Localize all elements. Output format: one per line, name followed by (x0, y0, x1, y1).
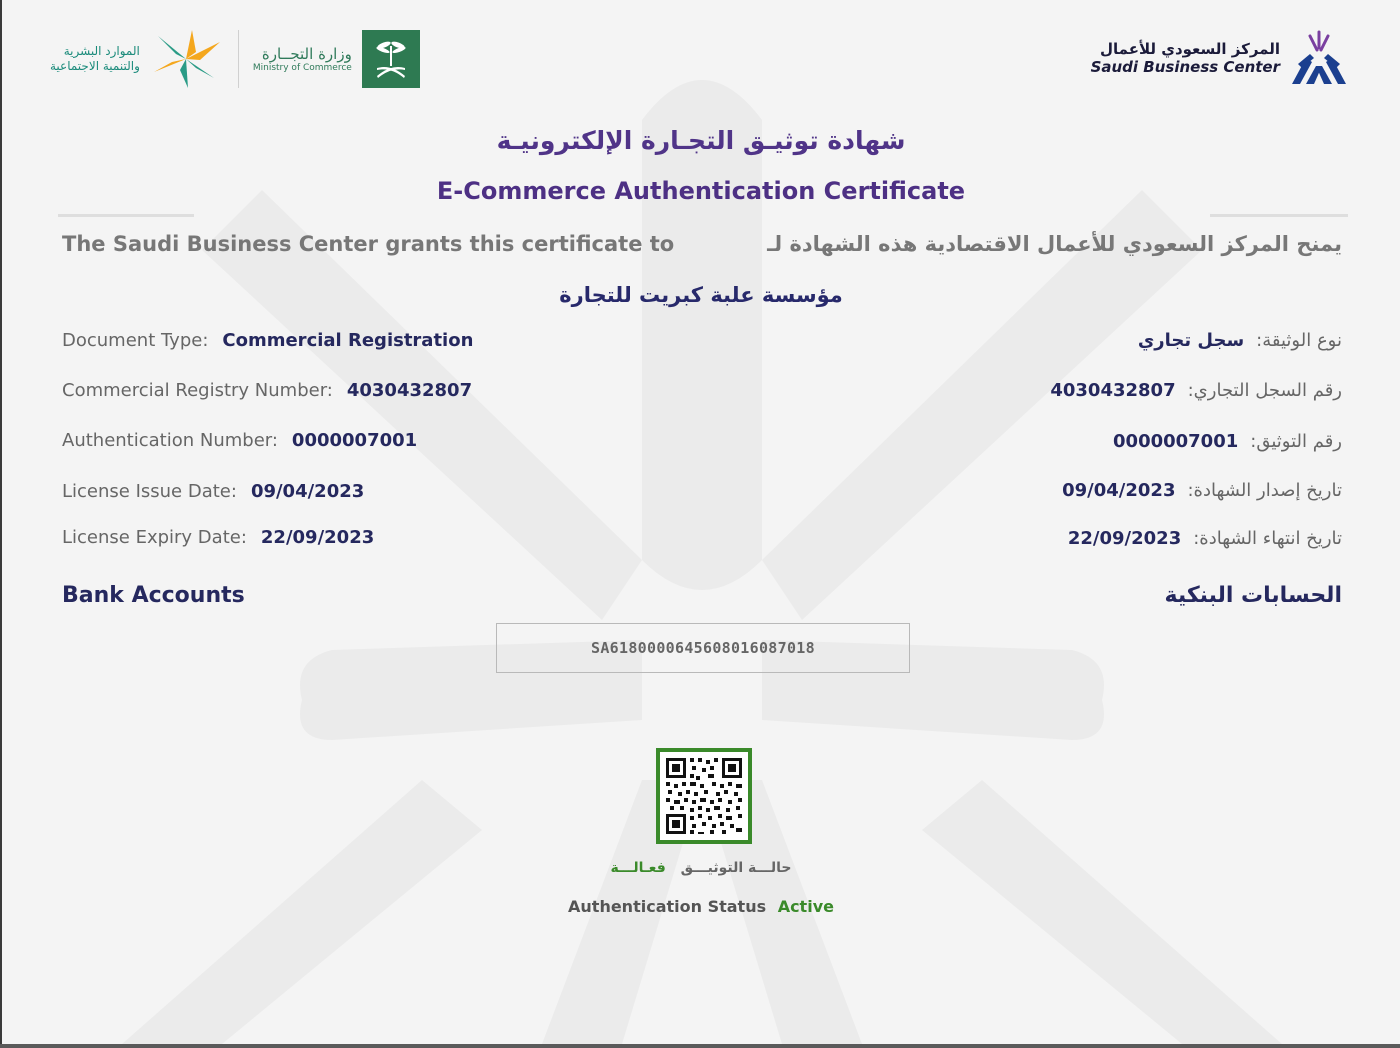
detail-value: سجل تجاري (1137, 330, 1245, 351)
sbc-logo-english: Saudi Business Center (1090, 58, 1280, 76)
divider-left (58, 214, 194, 217)
logo-divider (238, 30, 239, 88)
detail-authentication-number-en (62, 430, 417, 451)
detail-value: 0000007001 (291, 430, 418, 451)
detail-expiry-date-ar (1068, 528, 1342, 549)
bank-accounts-heading-en: Bank Accounts (62, 583, 245, 608)
detail-value: 4030432807 (346, 380, 473, 401)
iban-box: SA6180000645608016087018 (496, 623, 910, 673)
divider-right (1210, 214, 1348, 217)
grant-statement-arabic: يمنح المركز السعودي للأعمال الاقتصادية هذه الشهادة لـ (767, 232, 1342, 256)
sbc-logo-arabic: المركز السعودي للأعمال (1100, 40, 1280, 58)
sbc-logo-icon (1288, 28, 1350, 88)
bank-accounts-heading-ar: الحسابات البنكية (1164, 583, 1342, 608)
detail-registry-number-ar (1050, 380, 1342, 401)
organization-name: مؤسسة علبة كبريت للتجارة (559, 283, 843, 307)
detail-document-type-ar (1138, 330, 1342, 351)
moc-emblem-icon (362, 30, 420, 88)
detail-value: 22/09/2023 (260, 527, 375, 548)
authentication-status-english (2, 897, 1400, 916)
status-label-ar: حالـــة التوثيـــق (680, 860, 792, 876)
detail-label: License Issue Date: (62, 481, 237, 502)
detail-expiry-date-en (62, 527, 374, 548)
grant-statement-english: The Saudi Business Center grants this certificate to (62, 232, 675, 256)
moc-logo-english: Ministry of Commerce (252, 63, 352, 73)
detail-authentication-number-ar (1113, 431, 1342, 452)
detail-label: رقم السجل التجاري: (1187, 380, 1342, 401)
detail-document-type-en (62, 330, 473, 351)
detail-label: Document Type: (62, 330, 209, 351)
certificate-title-english: E-Commerce Authentication Certificate (436, 177, 966, 205)
hrsd-logo-line1: الموارد البشرية (63, 44, 140, 58)
moc-logo-arabic: وزارة التجــارة (261, 45, 352, 63)
detail-value: Commercial Registration (222, 330, 474, 351)
status-value-ar: فعـالـــة (610, 860, 666, 876)
detail-label: نوع الوثيقة: (1256, 330, 1342, 351)
sbc-logo (1091, 28, 1350, 88)
hrsd-logo (50, 28, 224, 90)
authentication-status-arabic (2, 860, 1400, 876)
moc-logo (253, 30, 420, 88)
detail-label: Authentication Number: (62, 430, 278, 451)
certificate-title-arabic: شهادة توثيـق التجـارة الإلكترونيـة (496, 126, 906, 155)
status-value-en: Active (777, 897, 834, 916)
detail-value: 22/09/2023 (1067, 528, 1182, 549)
status-label-en: Authentication Status (568, 897, 767, 916)
hrsd-logo-icon (148, 28, 224, 90)
watermark-icon (2, 0, 1400, 1044)
detail-label: Commercial Registry Number: (62, 380, 333, 401)
detail-value: 4030432807 (1050, 380, 1176, 401)
detail-value: 09/04/2023 (1062, 480, 1176, 501)
hrsd-logo-line2: والتنمية الاجتماعية (50, 59, 140, 73)
detail-label: رقم التوثيق: (1250, 431, 1342, 452)
government-logos (50, 28, 420, 90)
detail-value: 0000007001 (1113, 431, 1239, 452)
detail-issue-date-ar (1062, 480, 1342, 501)
detail-value: 09/04/2023 (250, 481, 365, 502)
detail-issue-date-en (62, 481, 364, 502)
detail-registry-number-en (62, 380, 472, 401)
detail-label: تاريخ إصدار الشهادة: (1187, 480, 1342, 501)
detail-label: License Expiry Date: (62, 527, 247, 548)
qr-code-icon[interactable] (656, 748, 752, 844)
detail-label: تاريخ انتهاء الشهادة: (1193, 528, 1342, 549)
